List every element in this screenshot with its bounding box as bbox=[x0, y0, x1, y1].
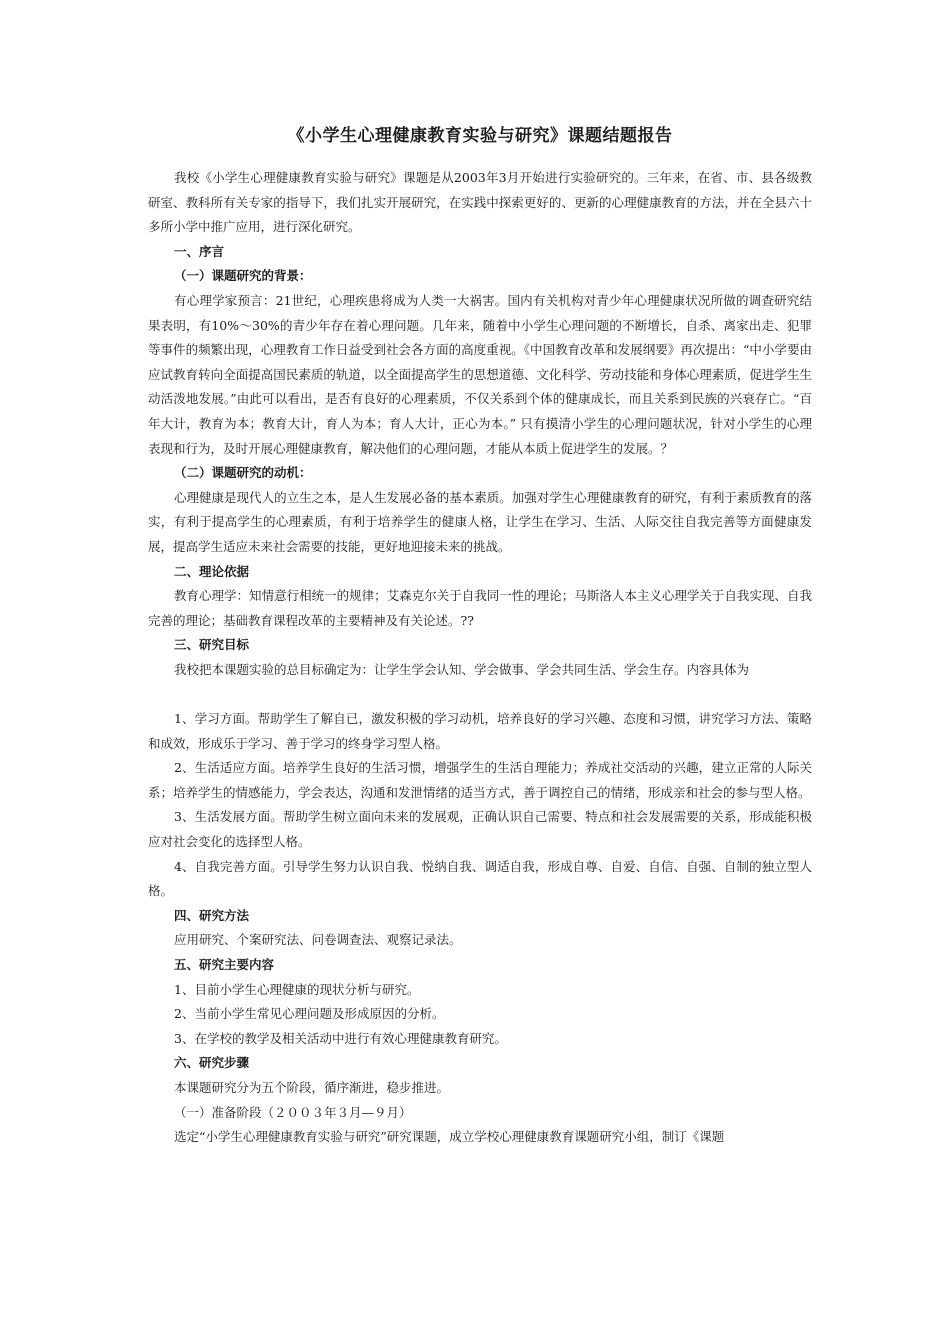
section-3-paragraph: 我校把本课题实验的总目标确定为：让学生学会认知、学会做事、学会共同生活、学会生存。内容具体为 bbox=[174, 661, 750, 677]
section-4-paragraph: 应用研究、个案研究法、问卷调查法、观察记录法。 bbox=[174, 932, 462, 948]
section-1-subheading-background: （一）课题研究的背景： bbox=[174, 268, 312, 284]
section-4-heading: 四、研究方法 bbox=[174, 907, 250, 923]
section-5-heading: 五、研究主要内容 bbox=[174, 957, 275, 972]
section-1-subheading-motivation: （二）课题研究的动机： bbox=[174, 465, 312, 481]
section-3-item-2: 2、生活适应方面。培养学生良好的生活习惯，增强学生的生活自理能力；养成社交活动的兴趣，建立正常的人际关系；培养学生的情感能力，学会表达，沟通和发泄情绪的适当方式，善于调控自己的情绪，形成亲和社会的参与型人格。 bbox=[148, 760, 812, 800]
section-6-paragraph-2: 选定“小学生心理健康教育实验与研究”研究课题，成立学校心理健康教育课题研究小组，制订《课题 bbox=[174, 1129, 725, 1145]
section-1-heading: 一、序言 bbox=[174, 243, 225, 259]
section-2-heading: 二、理论依据 bbox=[174, 563, 250, 579]
section-3-heading: 三、研究目标 bbox=[174, 637, 250, 653]
section-3-item-1: 1、学习方面。帮助学生了解自已，激发积极的学习动机，培养良好的学习兴趣、态度和习惯，讲究学习方法、策略和成效，形成乐于学习、善于学习的终身学习型人格。 bbox=[148, 711, 812, 751]
intro-paragraph: 我校《小学生心理健康教育实验与研究》课题是从2003年3月开始进行实验研究的。三年来，在省、市、县各级教研室、教科所有关专家的指导下，我们扎实开展研究，在实践中探索更好的、更新的心理健康教育的方法，并在全县六十多所小学中推广应用，进行深化研究。 bbox=[148, 170, 812, 235]
section-5-item-2: 2、当前小学生常见心理问题及形成原因的分析。 bbox=[174, 1006, 445, 1022]
section-6-stage-1: （一）准备阶段（２００３年３月—９月） bbox=[174, 1104, 412, 1120]
section-2-paragraph: 教育心理学：知情意行相统一的规律；艾森克尔关于自我同一性的理论；马斯洛人本主义心理学关于自我实现、自我完善的理论；基础教育课程改革的主要精神及有关论述。?? bbox=[148, 588, 812, 628]
section-3-item-4: 4、自我完善方面。引导学生努力认识自我、悦纳自我、调适自我，形成自尊、自爱、自信、自强、自制的独立型人格。 bbox=[148, 858, 812, 899]
document-title: 《小学生心理健康教育实验与研究》课题结题报告 bbox=[287, 126, 673, 146]
section-3-item-3: 3、生活发展方面。帮助学生树立面向未来的发展观，正确认识自己需要、特点和社会发展需要的关系，形成能积极应对社会变化的选择型人格。 bbox=[148, 809, 812, 850]
document-page bbox=[148, 118, 812, 1150]
section-6-paragraph: 本课题研究分为五个阶段，循序渐进，稳步推进。 bbox=[174, 1079, 450, 1095]
section-5-item-3: 3、在学校的教学及相关活动中进行有效心理健康教育研究。 bbox=[174, 1030, 507, 1046]
section-5-item-1: 1、目前小学生心理健康的现状分析与研究。 bbox=[174, 981, 420, 997]
section-6-heading: 六、研究步骤 bbox=[174, 1055, 250, 1071]
section-1-paragraph-background: 有心理学家预言：21世纪，心理疾患将成为人类一大祸害。国内有关机构对青少年心理健康状况所做的调查研究结果表明，有10%～30%的青少年存在着心理问题。几年来，随着中小学生心理问题的不断增长，自杀、离家出走、犯罪等事件的频繁出现，心理教育工作日益受到社会各方面的高度重视。《中国教育改革和发展纲要》再次提出：“中小学要由应试教育转向全面提高国民素质的轨道，以全面提高学生的思想道德、文化科学、劳动技能和身体心理素质，促进学生生动活泼地发展。”由此可以看出，是否有良好的心理素质，不仅关系到个体的健康成长，而且关系到民族的兴衰存亡。“百年大计，教育为本；教育大计，育人为本；育人大计，正心为本。” 只有摸清小学生的心理问题状况，针对小学生的心理表现和行为，及时开展心理健康教育，解决他们的心理问题，才能从本质上促进学生的发展。？ bbox=[148, 292, 812, 456]
section-1-paragraph-motivation: 心理健康是现代人的立生之本，是人生发展必备的基本素质。加强对学生心理健康教育的研究，有利于素质教育的落实，有利于提高学生的心理素质，有利于培养学生的健康人格，让学生在学习、生活、人际交往自我完善等方面健康发展，提高学生适应未来社会需要的技能，更好地迎接未来的挑战。 bbox=[148, 489, 812, 554]
blank-line bbox=[148, 682, 812, 707]
